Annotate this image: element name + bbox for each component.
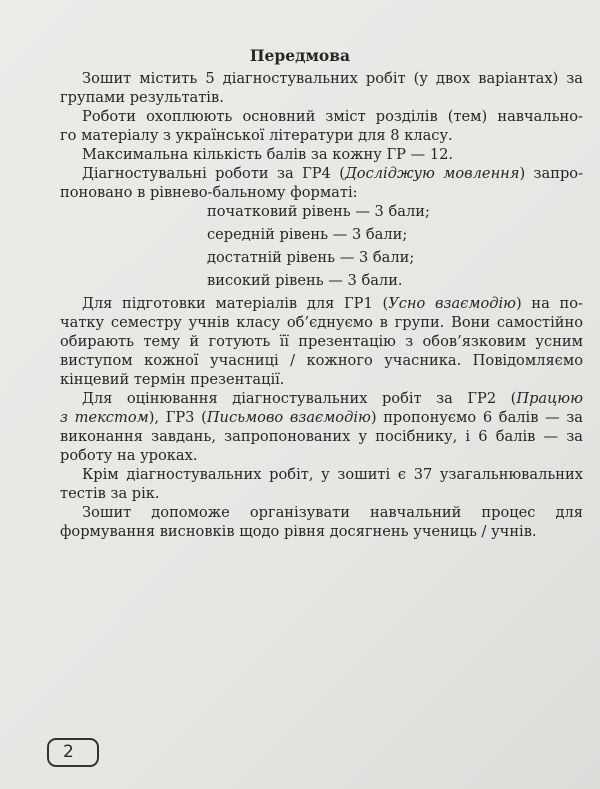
text-segment: виконання завдань, запропонованих у посібнику, і 6 балів — за: [60, 428, 583, 445]
text-line: [60, 352, 583, 370]
text-segment: виступом кожної учасниці / кожного учасника. Повідомляємо: [60, 352, 583, 369]
italic-text: Працюю: [516, 390, 583, 407]
text-segment: початковий рівень — 3 бали;: [207, 203, 430, 220]
text-line: [60, 314, 583, 332]
text-segment: Зошит допоможе організувати навчальний процес для: [82, 504, 583, 521]
text-line: [60, 333, 583, 351]
text-segment: ) пропонуємо 6 балів — за: [370, 409, 583, 426]
text-line: [82, 146, 583, 164]
text-line: [82, 165, 583, 183]
page-number: 2: [47, 738, 99, 767]
list-item: [207, 272, 507, 290]
text-segment: роботу на уроках.: [60, 447, 198, 464]
text-segment: середній рівень — 3 бали;: [207, 226, 408, 243]
text-segment: го матеріалу з української літератури для 8 класу.: [60, 127, 453, 144]
text-line: [60, 127, 583, 145]
text-segment: Роботи охоплюють основний зміст розділів (тем) навчально-: [82, 108, 583, 125]
text-line: [60, 523, 583, 541]
text-segment: ) на по-: [516, 295, 583, 312]
text-line: [82, 295, 583, 313]
text-segment: Діагностувальні роботи за ГР4 (: [82, 165, 345, 182]
list-item: [207, 203, 507, 221]
list-item: [207, 249, 507, 267]
text-line: [82, 70, 583, 88]
text-line: [60, 428, 583, 446]
text-line: [82, 108, 583, 126]
text-line: [82, 466, 583, 484]
text-segment: формування висновків щодо рівня досягнень учениць / учнів.: [60, 523, 537, 540]
text-segment: Для підготовки матеріалів для ГР1 (: [82, 295, 389, 312]
text-line: [82, 504, 583, 522]
text-line: [60, 447, 583, 465]
text-segment: чатку семестру учнів класу об’єднуємо в групи. Вони самостійно: [60, 314, 583, 331]
text-line: [82, 390, 583, 408]
text-line: [60, 485, 583, 503]
text-line: [60, 89, 583, 107]
text-segment: кінцевий термін презентації.: [60, 371, 285, 388]
text-segment: достатній рівень — 3 бали;: [207, 249, 415, 266]
italic-text: Досліджую мовлення: [344, 165, 520, 182]
text-segment: Для оцінювання діагностувальних робіт за ГР2 (: [82, 390, 517, 407]
text-segment: високий рівень — 3 бали.: [207, 272, 403, 289]
text-segment: поновано в рівнево-бальному форматі:: [60, 184, 358, 201]
text-line: [60, 371, 583, 389]
text-segment: обирають тему й готують її презентацію з обов’язковим усним: [60, 333, 583, 350]
text-segment: групами результатів.: [60, 89, 224, 106]
page-title: Передмова: [249, 46, 351, 65]
text-line: [60, 184, 583, 202]
italic-text: Усно взаємодію: [388, 295, 516, 312]
text-segment: ), ГР3 (: [148, 409, 207, 426]
text-segment: Максимальна кількість балів за кожну ГР — 12.: [82, 146, 454, 163]
text-segment: Зошит містить 5 діагностувальних робіт (у двох варіантах) за: [82, 70, 583, 87]
text-line: [60, 409, 583, 427]
text-segment: ) запро-: [519, 165, 583, 182]
text-segment: Крім діагностувальних робіт, у зошиті є 37 узагальнювальних: [82, 466, 583, 483]
italic-text: Письмово взаємодію: [206, 409, 371, 426]
italic-text: з текстом: [60, 409, 149, 426]
text-segment: тестів за рік.: [60, 485, 160, 502]
list-item: [207, 226, 507, 244]
